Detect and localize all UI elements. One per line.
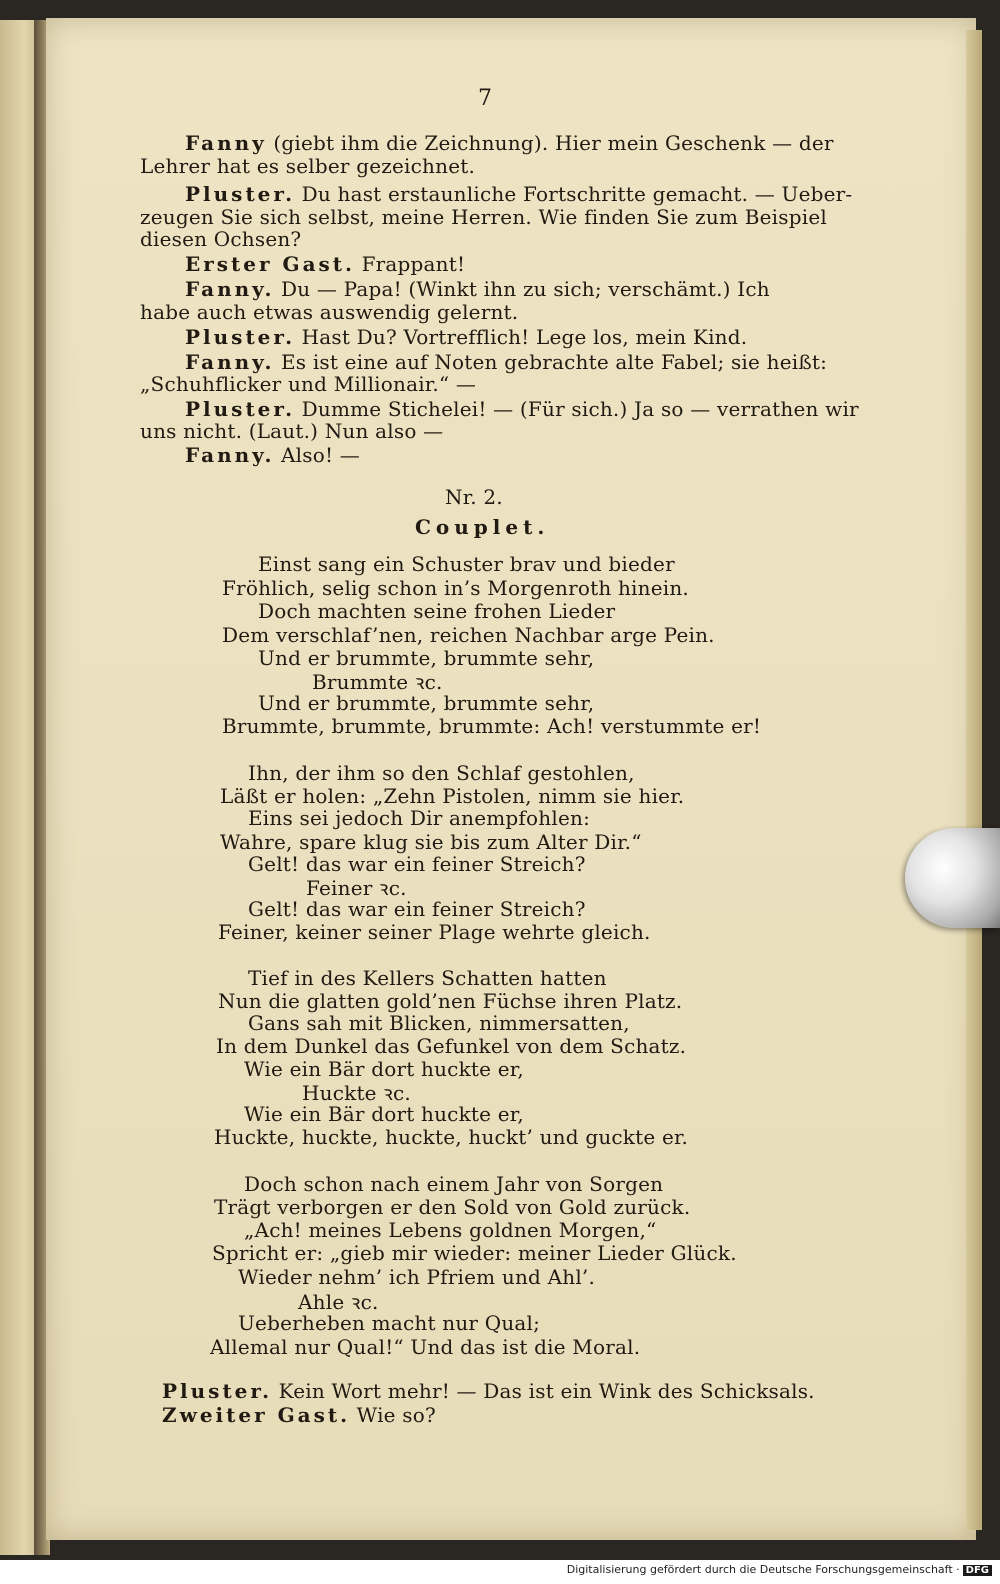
dialogue-line bbox=[162, 1403, 436, 1427]
song-line: Ihn, der ihm so den Schlaf gestohlen, bbox=[248, 761, 635, 785]
number-heading: Nr. 2. bbox=[445, 485, 503, 509]
dialogue-line bbox=[140, 300, 518, 324]
song-line: Fröhlich, selig schon in’s Morgenroth hinein. bbox=[222, 576, 689, 600]
digitization-footer bbox=[567, 1563, 992, 1576]
dialogue-text: Frappant! bbox=[355, 252, 466, 276]
dialogue-line bbox=[140, 227, 301, 251]
dfg-logo: DFG bbox=[963, 1565, 992, 1576]
song-line: Allemal nur Qual!“ Und das ist die Moral. bbox=[210, 1335, 641, 1359]
song-line: Brummte ꝛc. bbox=[312, 670, 443, 694]
song-line: Gelt! das war ein feiner Streich? bbox=[248, 897, 586, 921]
song-line: Gelt! das war ein feiner Streich? bbox=[248, 852, 586, 876]
dialogue-line bbox=[185, 443, 360, 467]
song-line: Wieder nehm’ ich Pfriem und Ahl’. bbox=[238, 1265, 596, 1289]
section-heading: Couplet. bbox=[415, 515, 550, 539]
dialogue-line bbox=[185, 252, 465, 276]
speaker-name: Zweiter Gast. bbox=[162, 1403, 351, 1427]
song-line: Tief in des Kellers Schatten hatten bbox=[248, 966, 607, 990]
dialogue-line bbox=[140, 419, 443, 443]
song-line: Doch machten seine frohen Lieder bbox=[258, 599, 616, 623]
dialogue-line bbox=[162, 1379, 815, 1403]
song-line: Gans sah mit Blicken, nimmersatten, bbox=[248, 1011, 630, 1035]
song-line: Läßt er holen: „Zehn Pistolen, nimm sie hier. bbox=[220, 784, 685, 808]
dialogue-line bbox=[185, 277, 770, 301]
speaker-name: Pluster. bbox=[185, 325, 296, 349]
dialogue-line bbox=[140, 154, 475, 178]
song-line: Spricht er: „gieb mir wieder: meiner Lieder Glück. bbox=[212, 1241, 737, 1265]
song-line: Einst sang ein Schuster brav und bieder bbox=[258, 552, 675, 576]
dialogue-text: Hast Du? Vortrefflich! Lege los, mein Kind. bbox=[295, 325, 748, 349]
song-line: In dem Dunkel das Gefunkel von dem Schatz. bbox=[216, 1034, 687, 1058]
page-number: 7 bbox=[478, 86, 492, 111]
speaker-name: Erster Gast. bbox=[185, 252, 356, 276]
page-clip bbox=[905, 828, 1000, 928]
speaker-name: Pluster. bbox=[185, 397, 296, 421]
dialogue-text: Du — Papa! (Winkt ihn zu sich; verschämt.) Ich bbox=[274, 277, 770, 301]
song-line: Brummte, brummte, brummte: Ach! verstummte er! bbox=[222, 714, 762, 738]
dialogue-text: (giebt ihm die Zeichnung). Hier mein Geschenk — der bbox=[266, 131, 834, 155]
speaker-name: Pluster. bbox=[162, 1379, 273, 1403]
speaker-name: Pluster. bbox=[185, 182, 296, 206]
speaker-name: Fanny. bbox=[185, 350, 275, 374]
dialogue-text: Lehrer hat es selber gezeichnet. bbox=[140, 154, 476, 178]
song-line: Doch schon nach einem Jahr von Sorgen bbox=[244, 1172, 664, 1196]
song-line: Huckte ꝛc. bbox=[302, 1081, 411, 1105]
song-line: Feiner ꝛc. bbox=[306, 876, 407, 900]
dialogue-text: Wie so? bbox=[350, 1403, 436, 1427]
song-line: Eins sei jedoch Dir anempfohlen: bbox=[248, 806, 591, 830]
dialogue-text: zeugen Sie sich selbst, meine Herren. Wie finden Sie zum Beispiel bbox=[140, 205, 827, 229]
dialogue-line bbox=[140, 205, 827, 229]
speaker-name: Fanny bbox=[185, 131, 267, 155]
song-line: Ahle ꝛc. bbox=[298, 1290, 379, 1314]
song-line: Dem verschlaf’nen, reichen Nachbar arge Pein. bbox=[222, 623, 715, 647]
dialogue-text: Du hast erstaunliche Fortschritte gemacht. — Ueber- bbox=[295, 182, 853, 206]
speaker-name: Fanny. bbox=[185, 277, 275, 301]
speaker-name: Fanny. bbox=[185, 443, 275, 467]
dialogue-line bbox=[185, 182, 852, 206]
dialogue-text: Dumme Stichelei! — (Für sich.) Ja so — verrathen wir bbox=[295, 397, 859, 421]
song-line: Ueberheben macht nur Qual; bbox=[238, 1311, 541, 1335]
song-line: Und er brummte, brummte sehr, bbox=[258, 646, 595, 670]
song-line: Feiner, keiner seiner Plage wehrte gleich. bbox=[218, 920, 651, 944]
dialogue-text: Also! — bbox=[274, 443, 360, 467]
dialogue-line bbox=[185, 325, 747, 349]
dialogue-line bbox=[185, 350, 827, 374]
dialogue-text: diesen Ochsen? bbox=[140, 227, 302, 251]
dialogue-line bbox=[140, 372, 476, 396]
song-line: Trägt verborgen er den Sold von Gold zurück. bbox=[214, 1195, 691, 1219]
song-line: Nun die glatten gold’nen Füchse ihren Platz. bbox=[218, 989, 683, 1013]
song-line: Wie ein Bär dort huckte er, bbox=[244, 1057, 524, 1081]
song-line: Wahre, spare klug sie bis zum Alter Dir.“ bbox=[220, 830, 642, 854]
right-page-edge bbox=[966, 30, 982, 1530]
song-line: Huckte, huckte, huckte, huckt’ und guckte er. bbox=[214, 1125, 689, 1149]
song-line: „Ach! meines Lebens goldnen Morgen,“ bbox=[244, 1218, 657, 1242]
dialogue-line bbox=[185, 131, 834, 155]
dialogue-line bbox=[185, 397, 859, 421]
dialogue-text: „Schuhflicker und Millionair.“ — bbox=[140, 372, 477, 396]
song-line: Und er brummte, brummte sehr, bbox=[258, 691, 595, 715]
song-line: Wie ein Bär dort huckte er, bbox=[244, 1102, 524, 1126]
dialogue-text: Es ist eine auf Noten gebrachte alte Fabel; sie heißt: bbox=[274, 350, 828, 374]
footer-text: Digitalisierung gefördert durch die Deutsche Forschungsgemeinschaft · bbox=[566, 1563, 960, 1576]
dialogue-text: uns nicht. (Laut.) Nun also — bbox=[140, 419, 444, 443]
dialogue-text: Kein Wort mehr! — Das ist ein Wink des Schicksals. bbox=[272, 1379, 815, 1403]
dialogue-text: habe auch etwas auswendig gelernt. bbox=[140, 300, 519, 324]
